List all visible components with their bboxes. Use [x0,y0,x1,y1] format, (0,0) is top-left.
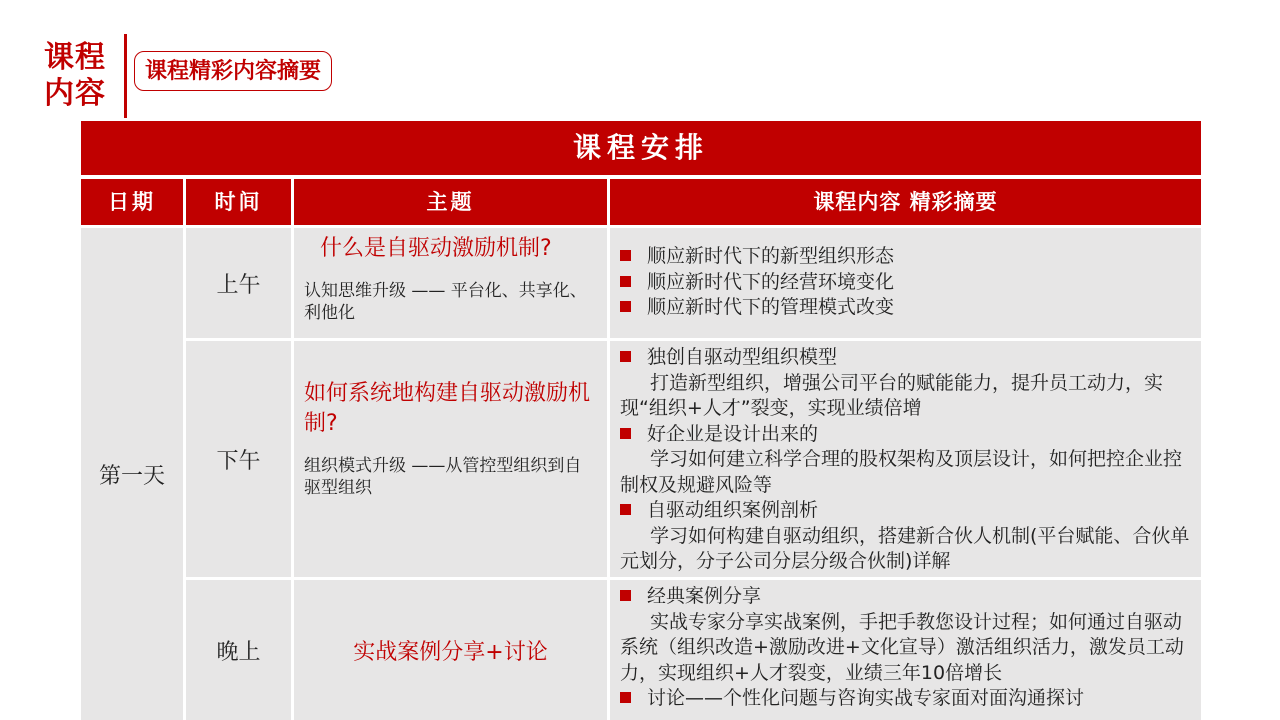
topic-title-morning: 什么是自驱动激励机制? [320,236,552,261]
day-label: 第一天 [98,463,165,489]
corner-title-line2: 内容 [44,76,106,111]
bullet-square-icon [620,590,631,601]
content-cell-afternoon [610,341,1201,577]
summary-label-box: 课程精彩内容摘要 [134,51,332,91]
list-item [620,498,1191,524]
topic-cell-afternoon [294,341,607,577]
column-header-content: 课程内容 精彩摘要 [610,179,1201,225]
schedule-table [81,121,1201,720]
topic-cell-morning [294,228,607,338]
day-cell [81,228,183,720]
bullet-text: 顺应新时代下的经营环境变化 [647,270,895,293]
time-label-evening: 晚上 [216,639,261,665]
table-banner: 课程安排 [81,121,1201,175]
bullet-square-icon [620,276,631,287]
bullet-text: 顺应新时代下的管理模式改变 [647,296,895,318]
topic-title-afternoon: 如何系统地构建自驱动激励机制? [304,381,591,436]
corner-title-line1: 课程 [44,40,106,75]
list-item [620,295,1191,321]
list-item [620,422,1191,448]
item-description: 实战专家分享实战案例，手把手教您设计过程；如何通过自驱动系统（组织改造+激励改进+文化宣导）激活组织活力，激发员工动力，实现组织+人才裂变，业绩三年10倍增长 [620,610,1184,684]
bullet-text: 独创自驱动型组织模型 [647,346,838,368]
bullet-text: 自驱动组织案例剖析 [647,499,819,521]
content-cell-evening [610,580,1201,720]
bullet-text: 顺应新时代下的新型组织形态 [647,245,895,267]
list-item [620,244,1191,270]
bullet-square-icon [620,351,631,362]
time-label-afternoon: 下午 [216,448,261,474]
bullet-square-icon [620,428,631,439]
list-item [620,686,1191,712]
bullet-square-icon [620,692,631,703]
bullet-square-icon [620,301,631,312]
title-divider [124,34,127,118]
bullet-text: 讨论——个性化问题与咨询实战专家面对面沟通探讨 [647,687,1085,709]
bullet-text: 好企业是设计出来的 [647,422,819,445]
item-description: 学习如何建立科学合理的股权架构及顶层设计，如何把控企业控制权及规避风险等 [620,448,1183,496]
corner-title [44,40,114,112]
list-item [620,270,1191,296]
time-cell-afternoon [186,341,291,577]
topic-title-evening: 实战案例分享+讨论 [353,639,548,665]
column-header-topic: 主题 [294,179,607,225]
column-header-date: 日期 [81,179,183,225]
list-item [620,584,1191,610]
topic-subtitle-afternoon: 组织模式升级 ——从管控型组织到自驱型组织 [304,456,582,498]
topic-subtitle-morning: 认知思维升级 —— 平台化、共享化、利他化 [304,281,587,323]
item-description: 学习如何构建自驱动组织，搭建新合伙人机制(平台赋能、合伙单元划分，分子公司分层分级合伙制)详解 [620,524,1190,572]
column-header-time: 时间 [186,179,291,225]
bullet-text: 经典案例分享 [647,585,762,607]
time-cell-morning [186,228,291,338]
list-item [620,345,1191,371]
bullet-square-icon [620,250,631,261]
bullet-square-icon [620,504,631,515]
time-label-morning: 上午 [216,272,261,298]
content-cell-morning [610,228,1201,338]
item-description: 打造新型组织，增强公司平台的赋能能力，提升员工动力，实现“组织+人才”裂变，实现业绩倍增 [620,371,1164,419]
topic-cell-evening [294,580,607,720]
time-cell-evening [186,580,291,720]
